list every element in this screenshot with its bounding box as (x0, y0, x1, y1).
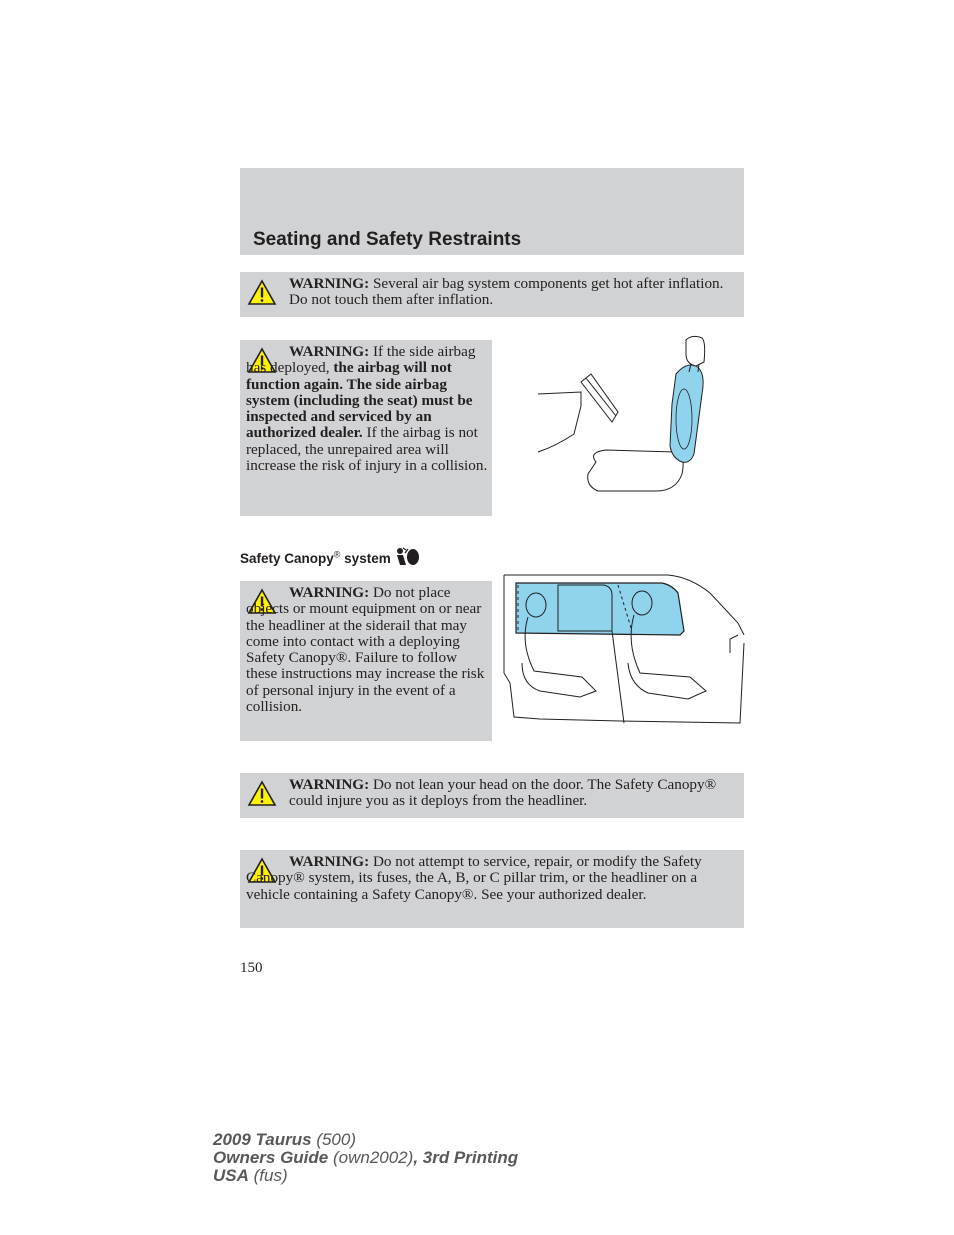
warning-text (289, 276, 737, 309)
warning-box-side-airbag (240, 340, 492, 516)
warning-body: Do not place objects or mount equipment on or near the headliner at the siderail that may come into contact with a deploying Safety Canopy®. Failure to follow these instructions may increase the risk of personal injury in the event of a collision. (246, 584, 485, 716)
page-title: Seating and Safety Restraints (253, 229, 522, 250)
warning-box-service (240, 850, 744, 928)
document-footer (213, 1131, 518, 1185)
warning-label: WARNING: (289, 853, 370, 870)
warning-body: Several air bag system components get hot after inflation. Do not touch them after inflation. (289, 275, 724, 309)
page-number: 150 (240, 960, 263, 976)
warning-label: WARNING: (289, 776, 370, 793)
warning-box-lean-head (240, 773, 744, 818)
warning-label: WARNING: (289, 584, 370, 601)
subhead-label: Safety Canopy (240, 551, 334, 566)
footer-line-3: USA (fus) (213, 1166, 288, 1185)
warning-text (246, 854, 736, 903)
registered-mark: ® (333, 549, 341, 560)
warning-emphasis: the airbag will not function again. The side airbag system (including the seat) must be inspected and serviced by an authorized dealer. (246, 359, 473, 442)
warning-label: WARNING: (289, 275, 370, 292)
warning-text (246, 585, 488, 715)
warning-triangle-icon (247, 780, 277, 807)
subhead-suffix: system (340, 551, 391, 566)
warning-text (246, 344, 488, 474)
warning-body: If the side airbag has deployed, (246, 343, 476, 377)
footer-line-1: 2009 Taurus (500) (213, 1130, 357, 1149)
warning-text (289, 777, 737, 810)
safety-canopy-heading (240, 547, 422, 567)
warning-body: Do not lean your head on the door. The Safety Canopy® could injure you as it deploys from the headliner. (289, 776, 717, 810)
warning-triangle-icon (247, 279, 277, 306)
warning-body: If the airbag is not replaced, the unrepaired area will increase the risk of injury in a collision. (246, 424, 488, 475)
warning-box-headliner (240, 581, 492, 741)
airbag-icon (394, 547, 422, 567)
side-airbag-seat-illustration (536, 334, 726, 494)
warning-box-hot-components (240, 272, 744, 317)
safety-canopy-illustration (500, 573, 746, 725)
warning-body: Do not attempt to service, repair, or modify the Safety Canopy® system, its fuses, the A, B, or C pillar trim, or the headliner on a vehicle containing a Safety Canopy®. See your authorized dealer. (246, 853, 702, 903)
footer-line-2: Owners Guide (own2002), 3rd Printing (213, 1148, 519, 1167)
warning-label: WARNING: (289, 343, 370, 360)
